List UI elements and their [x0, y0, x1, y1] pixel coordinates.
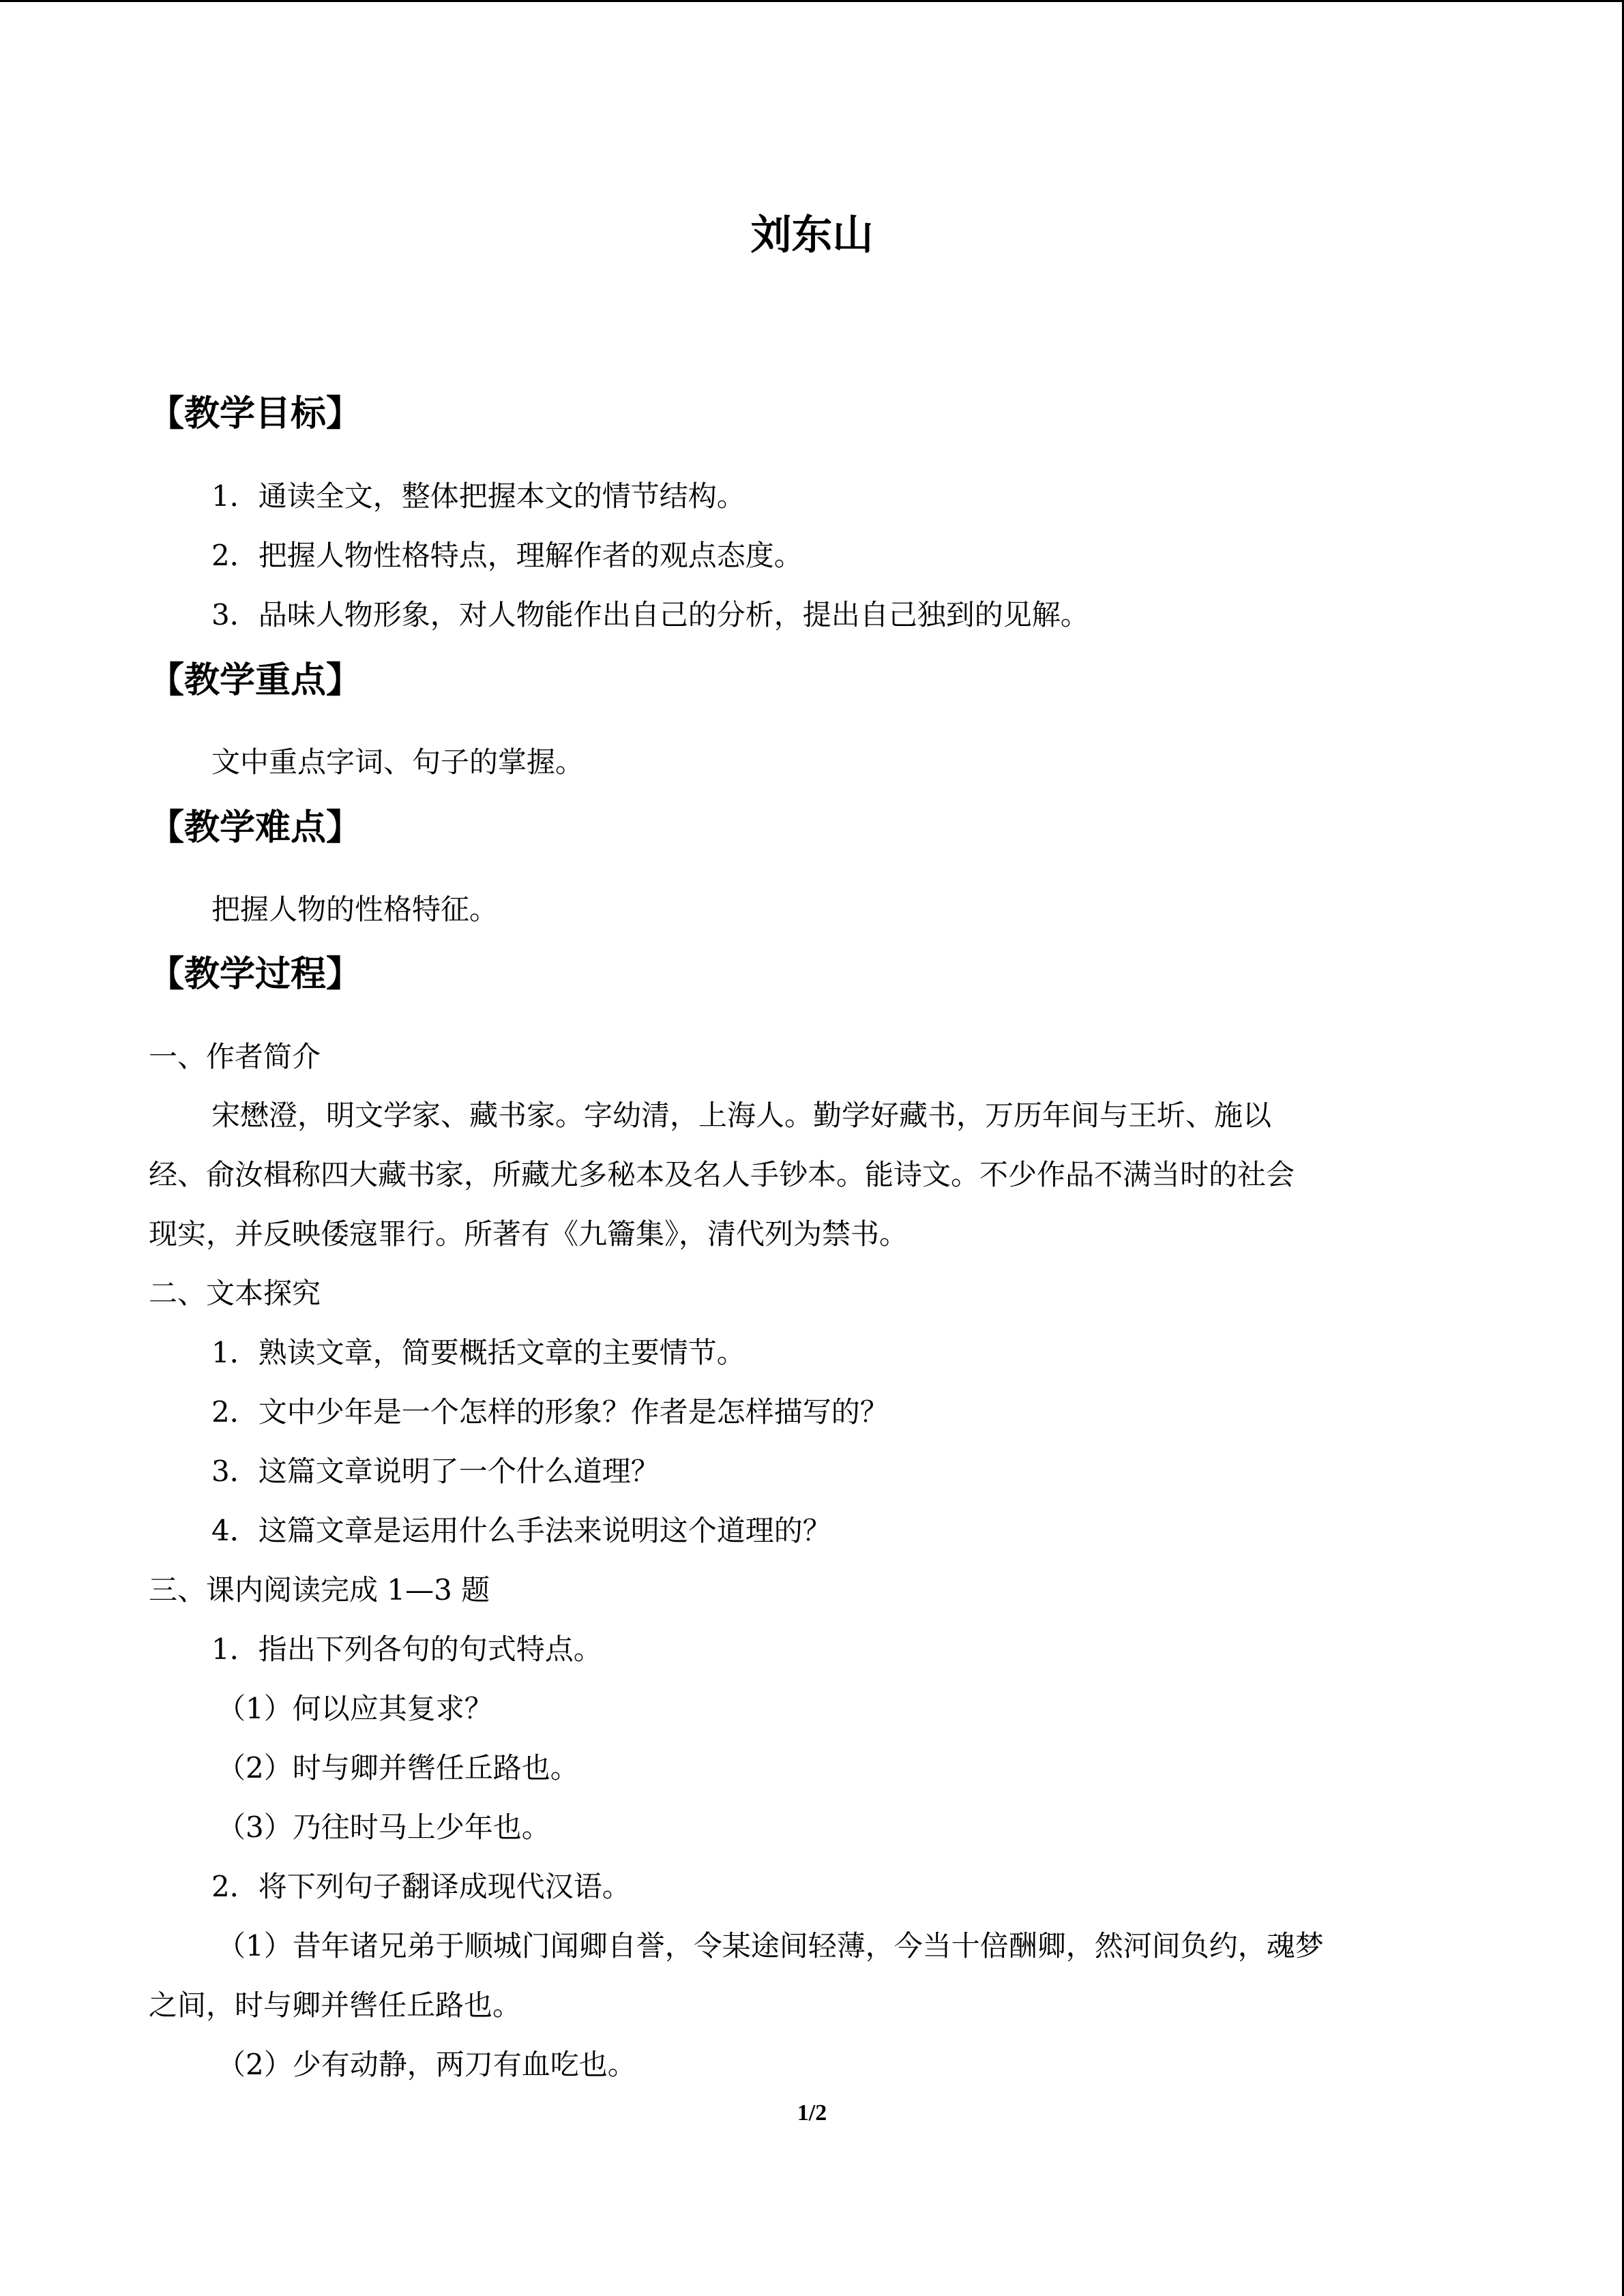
reading-q1-item-1: （1）何以应其复求？ — [217, 1692, 493, 1725]
key-points-heading: 【教学重点】 — [149, 660, 362, 701]
objective-item-3: 3．品味人物形象，对人物能作出自己的分析，提出自己独到的见解。 — [211, 598, 1089, 631]
objective-item-1: 1．通读全文，整体把握本文的情节结构。 — [211, 479, 745, 513]
author-line-3: 现实，并反映倭寇罪行。所著有《九籥集》，清代列为禁书。 — [149, 1217, 909, 1251]
reading-heading: 三、课内阅读完成 1—3 题 — [149, 1573, 490, 1607]
reading-q1-item-2: （2）时与卿并辔任丘路也。 — [217, 1751, 579, 1785]
exploration-item-3: 3．这篇文章说明了一个什么道理？ — [211, 1455, 660, 1488]
author-heading: 一、作者简介 — [149, 1040, 321, 1073]
reading-q2-item-2: （2）少有动静，两刀有血吃也。 — [217, 2048, 636, 2081]
reading-q2-prompt: 2．将下列句子翻译成现代汉语。 — [211, 1870, 631, 1903]
author-line-1: 宋懋澄，明文学家、藏书家。字幼清，上海人。勤学好藏书，万历年间与王圻、施以 — [211, 1099, 1272, 1132]
key-points-text: 文中重点字词、句子的掌握。 — [211, 745, 585, 779]
reading-q2-item-1-line-1: （1）昔年诸兄弟于顺城门闻卿自誉，令某途间轻薄，今当十倍酬卿，然河间负约，魂梦 — [217, 1929, 1324, 1963]
page-number: 1/2 — [797, 2100, 827, 2126]
page-border-top — [0, 0, 1624, 2]
difficulties-heading: 【教学难点】 — [149, 807, 362, 848]
exploration-item-2: 2．文中少年是一个怎样的形象？作者是怎样描写的？ — [211, 1395, 889, 1429]
difficulties-text: 把握人物的性格特征。 — [211, 893, 499, 926]
exploration-item-4: 4．这篇文章是运用什么手法来说明这个道理的？ — [211, 1514, 831, 1547]
reading-q2-item-1-line-2: 之间，时与卿并辔任丘路也。 — [149, 1988, 522, 2022]
page-title: 刘东山 — [750, 211, 874, 259]
reading-q1-item-3: （3）乃往时马上少年也。 — [217, 1810, 550, 1844]
exploration-item-1: 1．熟读文章，简要概括文章的主要情节。 — [211, 1336, 745, 1369]
objectives-heading: 【教学目标】 — [149, 393, 362, 434]
objective-item-2: 2．把握人物性格特点，理解作者的观点态度。 — [211, 539, 803, 572]
exploration-heading: 二、文本探究 — [149, 1277, 321, 1310]
author-line-2: 经、俞汝楫称四大藏书家，所藏尤多秘本及名人手钞本。能诗文。不少作品不满当时的社会 — [149, 1158, 1295, 1191]
process-heading: 【教学过程】 — [149, 954, 362, 995]
reading-q1-prompt: 1．指出下列各句的句式特点。 — [211, 1632, 602, 1666]
